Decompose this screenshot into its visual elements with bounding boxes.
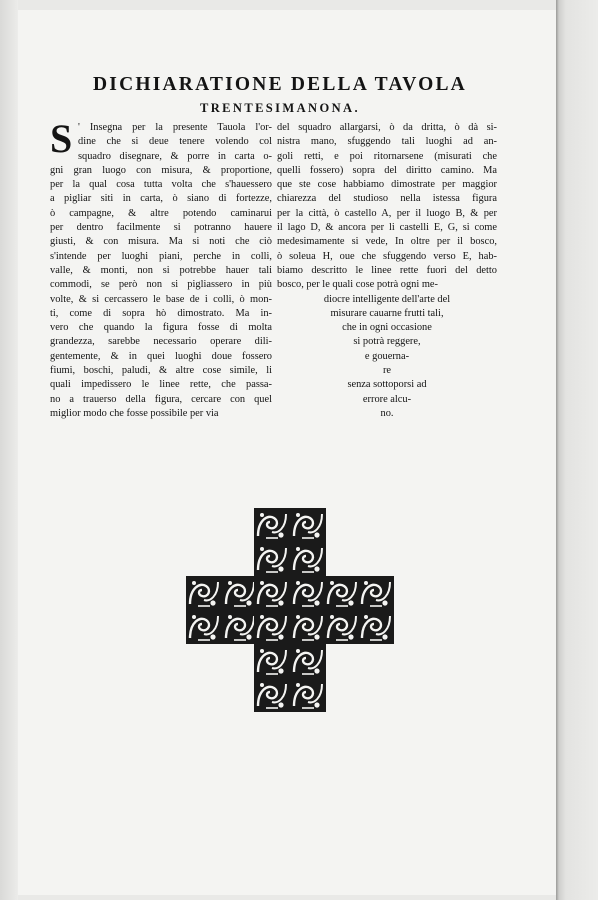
text-line: gni gran luogo con misura, & proportione, — [50, 164, 272, 176]
text-line: goli retti, e poi ritornarsene (misurati che — [277, 150, 497, 162]
text-line: e gouerna- — [364, 350, 410, 362]
text-line: misurare cauarne frutti tali, — [330, 307, 444, 319]
text-line: senza sottoporsi ad — [347, 379, 427, 391]
text-line: giusti, & con misura. Ma si noti che ciò — [50, 236, 272, 248]
scan-left-margin — [0, 0, 18, 900]
text-line: volte, & si cercassero le base de i colli, ò mon- — [50, 293, 272, 305]
text-line: no. — [380, 407, 394, 419]
right-text-column — [277, 121, 497, 421]
text-line: per dentro facilmente si potranno hauere — [50, 222, 272, 234]
text-line: che in ogni occasione — [342, 322, 432, 334]
text-line: biamo descritto le linee rette fuori del detto — [277, 264, 497, 276]
text-line: vero che quando la figura fosse di molta — [50, 322, 272, 334]
text-line: nistra mano, sfuggendo tali luoghi ad an- — [277, 136, 497, 148]
text-line: commodi, se però non si pigliassero in più — [50, 279, 272, 291]
left-text-column — [50, 116, 272, 421]
text-line: s'intende per luoghi piani, perche in colli, — [50, 250, 272, 262]
text-line: squadro disegnare, & porre in carta o- — [78, 150, 272, 162]
text-line: fiumi, boschi, paludi, & altre cose simile, li — [50, 365, 272, 377]
text-line: ò soleua H, oue che sfuggendo verso E, hab- — [277, 250, 497, 262]
text-line: si potrà reggere, — [353, 336, 421, 348]
text-line: quali impedissero le linee rette, che passa- — [50, 379, 272, 391]
scan-binding-edge — [556, 0, 598, 900]
page-subtitle: TRENTESIMANONA. — [200, 101, 360, 115]
text-line: del squadro allargarsi, ò da dritta, ò dà si- — [277, 122, 497, 133]
text-line: il lago D, & ancora per li castelli E, G, si come — [277, 222, 497, 234]
text-line: a pigliar siti in carta, ò siano di fortezze, — [50, 193, 272, 205]
text-line: ' Insegna per la presente Tauola l'or- — [78, 122, 272, 133]
text-line: errore alcu- — [362, 393, 412, 405]
text-line: diocre intelligente dell'arte del — [323, 293, 451, 305]
text-line: dine che si deue tenere volendo col — [78, 136, 272, 148]
text-line: chiarezza del studioso nella istessa figura — [277, 193, 497, 205]
drop-cap: S — [50, 116, 73, 161]
text-line: bosco, per le quali cose potrà ogni me- — [277, 279, 439, 291]
text-line: valle, & monti, non si potrebbe hauer tali — [50, 264, 272, 276]
text-line: miglior modo che fosse possibile per via — [50, 407, 219, 419]
text-line: re — [382, 365, 392, 377]
text-line: grandezza, sarebbe necessario operare dili- — [50, 336, 272, 348]
text-line: per la qual cosa tutta volta che s'hauessero — [50, 179, 272, 191]
text-line: no a trauerso della figura, cercare con quel — [50, 393, 272, 405]
text-line: medesimamente si vede, In oltre per il bosco, — [277, 236, 497, 248]
text-line: per la città, ò castello A, per il luogo B, & per — [277, 207, 497, 219]
page-title: DICHIARATIONE DELLA TAVOLA — [93, 74, 467, 95]
text-line: ti, come di sopra hò dimostrato. Ma in- — [50, 307, 272, 319]
text-line: quelli fossero) sopra del diritto camino. Ma — [277, 164, 497, 176]
woodcut-cross-fleuron-icon — [186, 508, 394, 712]
text-line: gentemente, & in quei luoghi doue fossero — [50, 350, 272, 362]
tapered-ending — [277, 293, 497, 422]
text-line: ò campagne, & altre potendo caminarui — [50, 207, 272, 219]
text-line: que ste cose habbiamo dimostrate per maggior — [277, 179, 497, 191]
